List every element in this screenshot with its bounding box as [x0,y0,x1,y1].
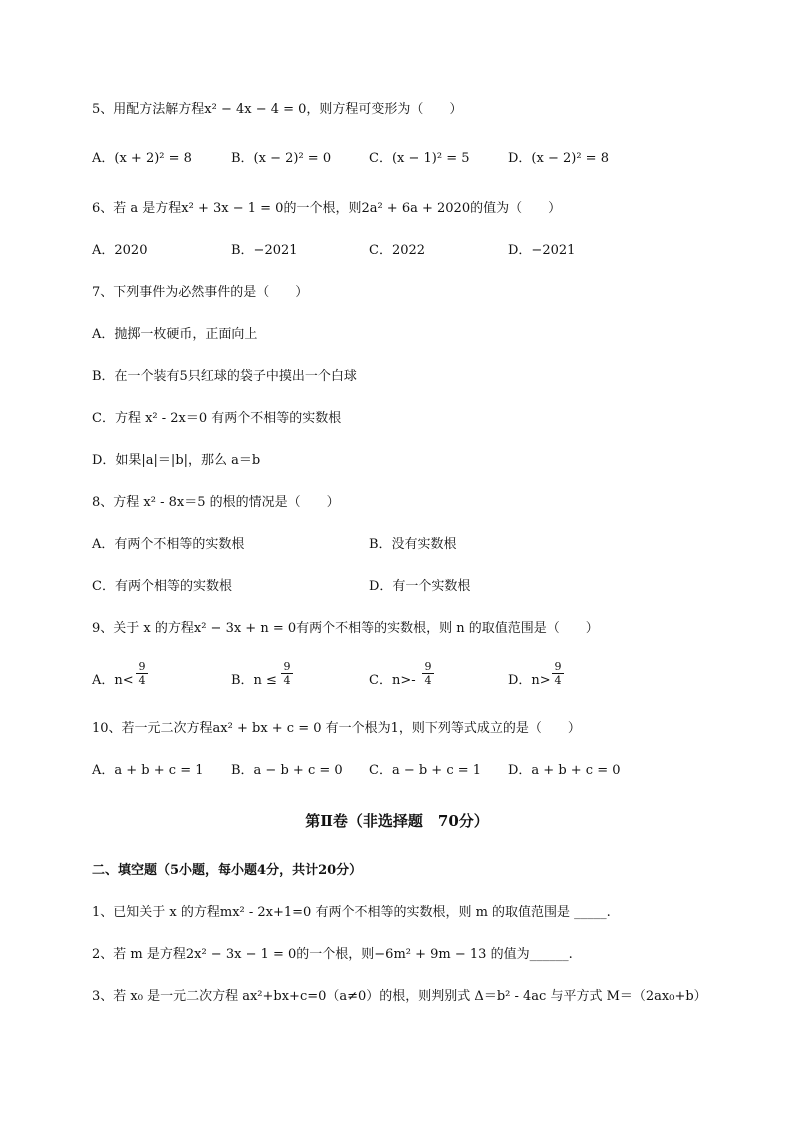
fill-question-2: 2、若 m 是方程2x² − 3x − 1 = 0的一个根，则−6m² + 9m − 13 的值为______. [92,947,573,962]
option-b[interactable]: B．a − b + c = 0 [231,763,343,778]
option-d[interactable]: D．a + b + c = 0 [508,763,621,778]
question-10-options [92,762,752,792]
fraction-numerator: 9 [422,660,434,674]
fraction [552,660,564,687]
option-b-text: B．n ≤ [231,673,277,688]
fraction-denominator: 4 [554,674,562,687]
option-d[interactable]: D．有一个实数根 [369,579,471,594]
fraction-denominator: 4 [424,674,432,687]
question-10-stem: 10、若一元二次方程ax² + bx + c = 0 有一个根为1，则下列等式成立的是（ ） [92,721,581,736]
option-a[interactable]: A．有两个不相等的实数根 [92,537,245,552]
option-d[interactable]: D．(x − 2)² = 8 [508,151,609,166]
option-b[interactable] [231,660,291,690]
option-a[interactable]: A．a + b + c = 1 [92,763,204,778]
option-b[interactable]: B．(x − 2)² = 0 [231,151,332,166]
fraction [422,660,434,687]
section-heading: 二、填空题（5小题，每小题4分，共计20分） [92,863,363,878]
fraction [136,660,148,687]
section-title: 第Ⅱ卷（非选择题 70分） [305,812,489,830]
fraction-numerator: 9 [136,660,148,674]
option-c[interactable] [369,660,432,690]
question-6-options [92,242,752,272]
fraction-numerator: 9 [552,660,564,674]
option-d[interactable]: D．−2021 [508,243,576,258]
question-8-options-row-2 [92,578,752,608]
fraction-numerator: 9 [281,660,293,674]
question-9-options [92,660,752,702]
question-8-stem: 8、方程 x² - 8x＝5 的根的情况是（ ） [92,495,340,510]
fraction-denominator: 4 [283,674,291,687]
option-a[interactable]: A．(x + 2)² = 8 [92,151,192,166]
question-8-options-row-1 [92,536,752,566]
option-c[interactable]: C．方程 x² - 2x＝0 有两个不相等的实数根 [92,411,342,426]
option-a[interactable] [92,660,146,690]
option-b[interactable]: B．−2021 [231,243,298,258]
fraction [281,660,293,687]
option-d-text: D．n> [508,673,551,688]
option-a[interactable]: A．2020 [92,243,148,258]
question-5-options [92,150,752,180]
option-a[interactable]: A．抛掷一枚硬币，正面向上 [92,327,258,342]
fill-question-3: 3、若 x₀ 是一元二次方程 ax²+bx+c=0（a≠0）的根，则判别式 Δ＝b² - 4ac 与平方式 M＝（2ax₀+b） [92,989,707,1004]
fill-question-1: 1、已知关于 x 的方程mx² - 2x+1=0 有两个不相等的实数根，则 m 的取值范围是 _____. [92,905,611,920]
question-5-stem: 5、用配方法解方程x² − 4x − 4 = 0，则方程可变形为（ ） [92,102,463,117]
option-d[interactable]: D．如果|a|＝|b|，那么 a＝b [92,453,261,468]
option-d[interactable] [508,660,562,690]
option-b[interactable]: B．没有实数根 [369,537,457,552]
question-7-stem: 7、下列事件为必然事件的是（ ） [92,285,309,300]
option-a-text: A．n< [92,673,134,688]
option-c-text: C．n>- [369,673,416,688]
option-c[interactable]: C．有两个相等的实数根 [92,579,232,594]
question-6-stem: 6、若 a 是方程x² + 3x − 1 = 0的一个根，则2a² + 6a + 2020的值为（ ） [92,201,562,216]
option-c[interactable]: C．a − b + c = 1 [369,763,482,778]
option-b[interactable]: B．在一个装有5只红球的袋子中摸出一个白球 [92,369,357,384]
question-9-stem: 9、关于 x 的方程x² − 3x + n = 0有两个不相等的实数根，则 n 的取值范围是（ ） [92,621,599,636]
fraction-denominator: 4 [138,674,146,687]
option-c[interactable]: C．2022 [369,243,426,258]
option-c[interactable]: C．(x − 1)² = 5 [369,151,470,166]
